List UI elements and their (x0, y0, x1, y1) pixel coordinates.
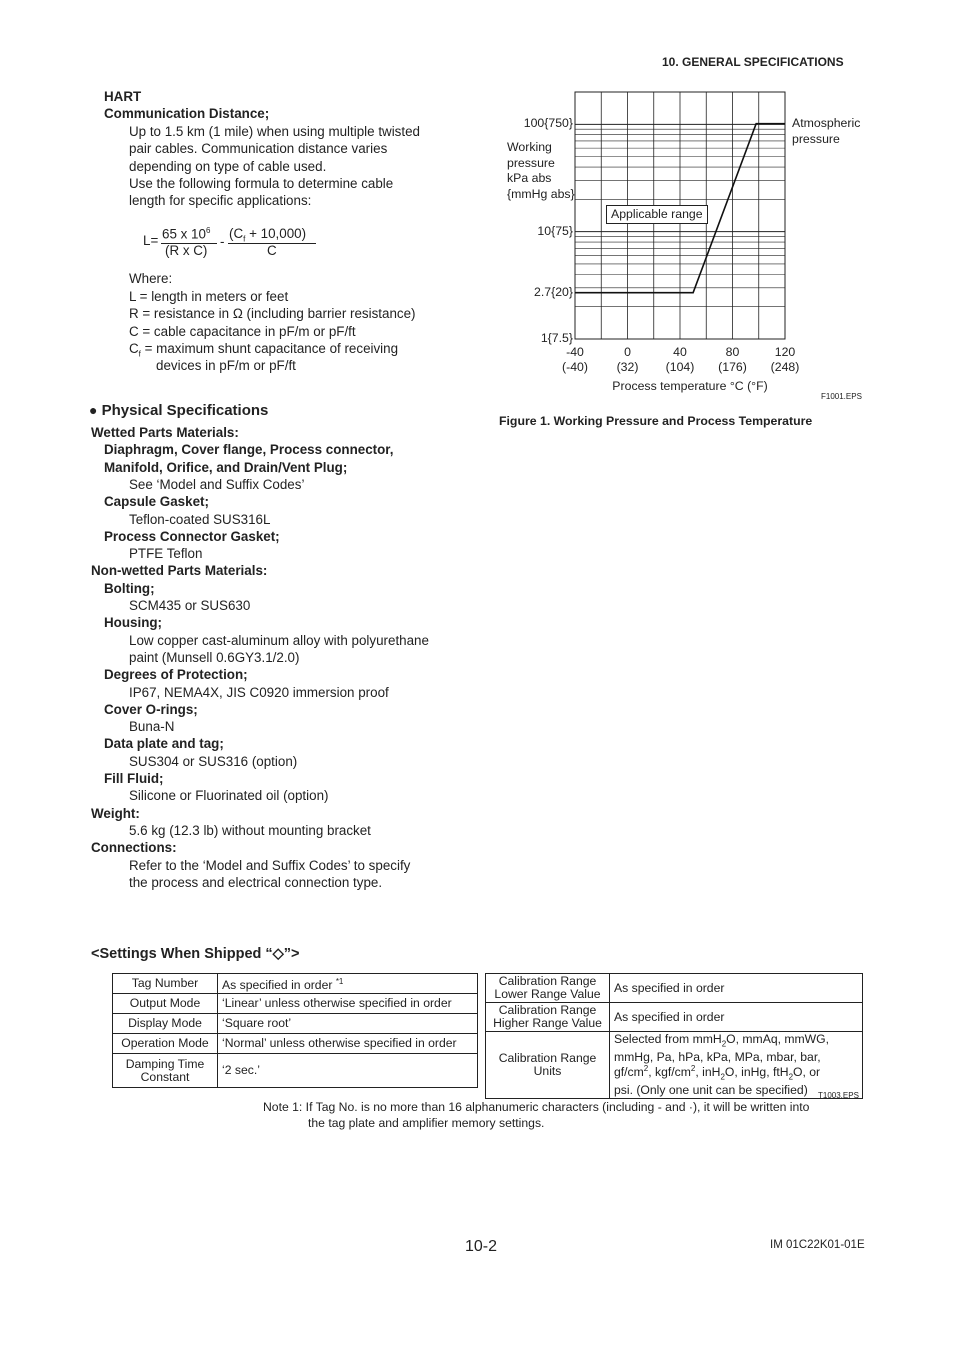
spec-line: the process and electrical connection type. (129, 874, 383, 890)
spec-line: Refer to the ‘Model and Suffix Codes’ to specify (129, 857, 411, 873)
figure-file-tag: F1001.EPS (821, 392, 862, 401)
table-row: Damping Time Constant ‘2 sec.’ (113, 1054, 478, 1088)
table-row: Display Mode ‘Square root’ (113, 1014, 478, 1034)
spec-line: Bolting; (104, 580, 155, 596)
spec-line: Degrees of Protection; (104, 667, 248, 683)
spec-line: Teflon-coated SUS316L (129, 511, 271, 527)
x-tick-sublabel: (248) (770, 360, 800, 374)
spec-line: Wetted Parts Materials: (91, 425, 239, 440)
applicable-range-label: Applicable range (606, 205, 708, 224)
hart-line: pair cables. Communication distance varies (129, 141, 388, 157)
formula-definition: L = length in meters or feet (129, 289, 289, 304)
section-header: 10. GENERAL SPECIFICATIONS (662, 55, 844, 69)
spec-line: paint (Munsell 0.6GY3.1/2.0) (129, 649, 300, 665)
y-axis-label: Working (507, 140, 552, 154)
y-tick-label: 2.7{20} (534, 284, 573, 299)
formula-denominator-2: C (267, 243, 277, 258)
table-row: Calibration Range Higher Range Value As specified in order (486, 1003, 863, 1032)
table-file-tag: T1003.EPS (818, 1091, 859, 1100)
spec-line: Housing; (104, 615, 163, 631)
spec-line: Fill Fluid; (104, 771, 164, 786)
formula-definition: R = resistance in Ω (including barrier resistance) (129, 306, 416, 322)
page-number: 10-2 (465, 1238, 498, 1255)
spec-line: Connections: (91, 840, 177, 856)
formula-definition: C = cable capacitance in pF/m or pF/ft (129, 323, 356, 339)
spec-line: SCM435 or SUS630 (129, 598, 251, 613)
settings-table-left (112, 973, 478, 1088)
hart-line: length for specific applications: (129, 193, 312, 209)
x-tick-label: 120 (774, 345, 796, 359)
figure-caption: Figure 1. Working Pressure and Process Temperature (499, 414, 813, 428)
x-tick-label: 80 (725, 345, 740, 359)
physical-specs-heading: ● Physical Specifications (89, 402, 269, 419)
x-tick-sublabel: (32) (616, 360, 639, 374)
cf-definition-cont: devices in pF/m or pF/ft (156, 358, 296, 373)
x-tick-sublabel: (-40) (562, 360, 588, 374)
table-row: Calibration Range Lower Range Value As specified in order (486, 974, 863, 1003)
y-axis-label: kPa abs (507, 171, 552, 185)
y-axis-label: {mmHg abs} (507, 186, 575, 201)
hart-title: HART (104, 89, 142, 104)
spec-line: Low copper cast-aluminum alloy with polyurethane (129, 632, 429, 648)
hart-line: Up to 1.5 km (1 mile) when using multiple twisted (129, 124, 420, 139)
formula-lhs: L= (143, 233, 159, 248)
spec-line: IP67, NEMA4X, JIS C0920 immersion proof (129, 684, 389, 700)
y-tick-label: 1{7.5} (540, 331, 573, 345)
spec-line: Cover O-rings; (104, 701, 198, 717)
where-label: Where: (129, 271, 173, 286)
spec-line: PTFE Teflon (129, 546, 203, 562)
bullet-icon: ● (89, 402, 98, 418)
note-1-cont: the tag plate and amplifier memory settings. (308, 1116, 545, 1130)
spec-line: Buna-N (129, 719, 175, 735)
spec-line: Manifold, Orifice, and Drain/Vent Plug; (104, 459, 348, 475)
hart-line: Use the following formula to determine cable (129, 175, 394, 191)
note-1: Note 1: If Tag No. is no more than 16 alphanumeric characters (including - and ·), it will be written into (263, 1100, 810, 1114)
y-tick-label: 10{75} (537, 223, 573, 238)
table-row: Output Mode ‘Linear’ unless otherwise specified in order (113, 994, 478, 1014)
spec-line: Process Connector Gasket; (104, 528, 280, 544)
atmospheric-label: pressure (792, 131, 840, 146)
atmospheric-label: Atmospheric (792, 116, 861, 130)
formula-numerator-1: 65 x $10^6$ (162, 226, 211, 242)
x-tick-sublabel: (176) (718, 360, 747, 374)
spec-line: Data plate and tag; (104, 736, 224, 752)
spec-line: 5.6 kg (12.3 lb) without mounting bracket (129, 822, 371, 838)
x-tick-label: 0 (624, 345, 631, 359)
formula-denominator-1: (R x C) (165, 243, 208, 258)
y-axis-label: pressure (507, 155, 555, 170)
doc-id: IM 01C22K01-01E (770, 1239, 865, 1251)
spec-line: Capsule Gasket; (104, 494, 209, 510)
formula-minus: - (220, 234, 225, 249)
x-axis-label: Process temperature °C (°F) (612, 379, 768, 393)
spec-line: Non-wetted Parts Materials: (91, 563, 268, 579)
formula-numerator-2: $(C_f + 10,000)$ (229, 226, 307, 244)
x-tick-label: -40 (566, 345, 584, 359)
y-tick-label: 100{750} (523, 116, 573, 131)
spec-line: Silicone or Fluorinated oil (option) (129, 788, 329, 804)
spec-line: Weight: (91, 805, 140, 821)
spec-line: SUS304 or SUS316 (option) (129, 753, 298, 769)
x-tick-label: 40 (673, 345, 687, 359)
comm-distance-title: Communication Distance; (104, 106, 270, 121)
table-row: Calibration Range Units Selected from mmH$_2$O, mmAq, mmWG, mmHg, Pa, hPa, kPa, MPa, mbar, bar, $gf/cm^2$, kgf/$cm^2$, inH$_2$O, inHg, ftH$_2$O, or psi. (Only one unit can be specified) (486, 1032, 863, 1099)
settings-table-right (485, 973, 863, 1099)
spec-line: Diaphragm, Cover flange, Process connector, (104, 442, 394, 458)
settings-title: <Settings When Shipped “◇”> (91, 946, 300, 962)
cf-definition: $C_f$ = maximum shunt capacitance of receiving (129, 341, 399, 359)
table-row: Operation Mode ‘Normal’ unless otherwise specified in order (113, 1034, 478, 1054)
hart-line: depending on type of cable used. (129, 158, 327, 174)
table-row: Tag Number As specified in order $^{*1}$ (113, 974, 478, 994)
x-tick-sublabel: (104) (665, 360, 695, 374)
spec-line: See ‘Model and Suffix Codes’ (129, 476, 305, 492)
